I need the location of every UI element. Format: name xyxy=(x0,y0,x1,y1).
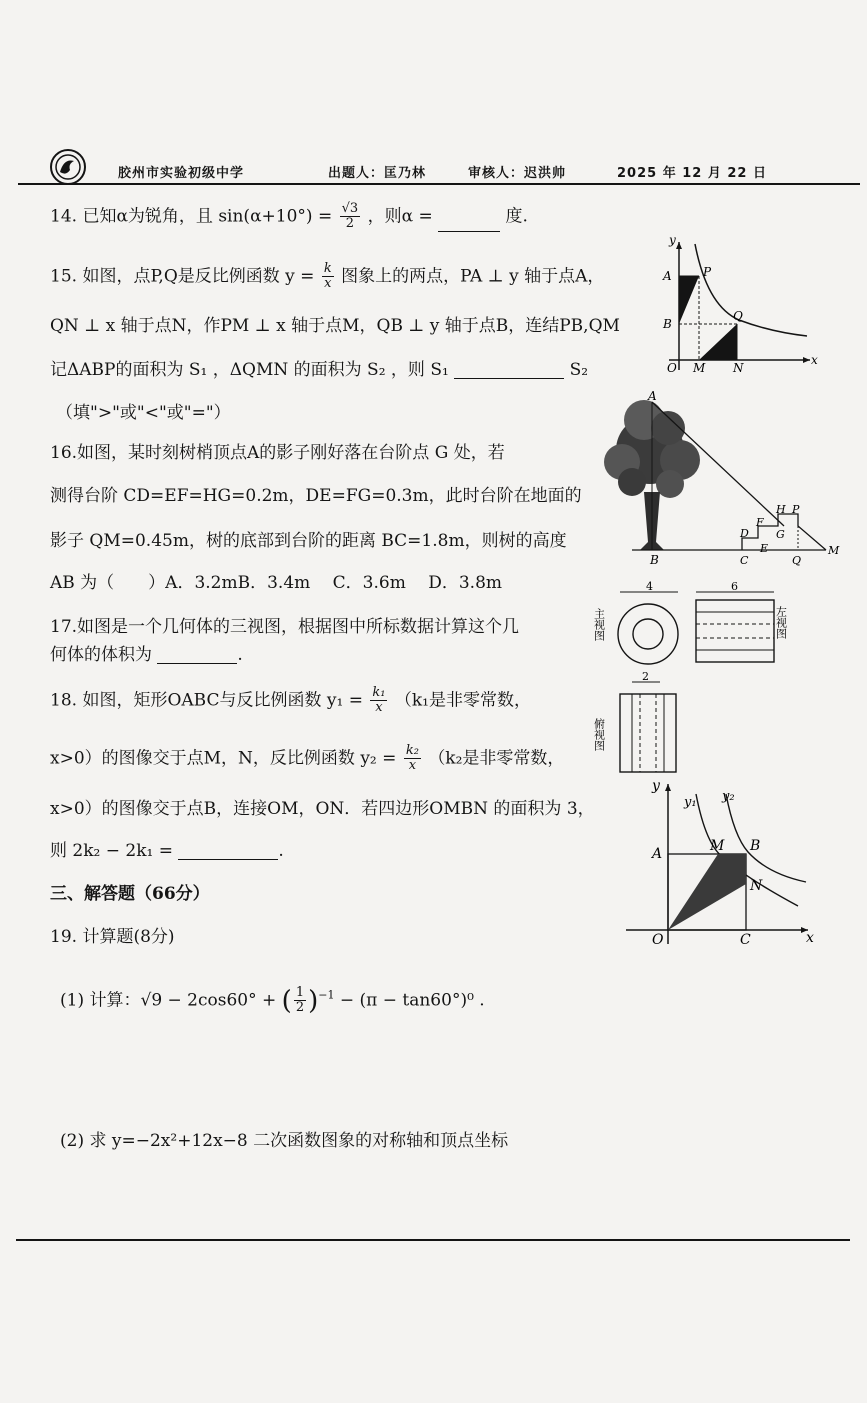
figure-q17-three-views xyxy=(592,578,806,778)
fig16-label-p: P xyxy=(792,503,800,516)
fig16-label-f: F xyxy=(756,516,764,529)
fig15-label-b: B xyxy=(663,317,672,331)
question-18-line-1: 18. 如图，矩形OABC与反比例函数 y₁ = $\frac{\text{k₁}}{x}$ （k₁是非零常数， xyxy=(50,685,531,716)
question-16-line-3: 影子 QM=0.45m，树的底部到台阶的距离 BC=1.8m，则树的高度 xyxy=(50,531,567,551)
header-reviewer: 审核人：迟洪帅 xyxy=(468,166,567,181)
question-18-line-4: 则 2k₂ − 2k₁ = . xyxy=(50,841,284,861)
fig15-label-p: P xyxy=(703,265,712,279)
question-16-line-2: 测得台阶 CD=EF=HG=0.2m，DE=FG=0.3m，此时台阶在地面的 xyxy=(50,486,582,506)
header-rule xyxy=(18,183,860,185)
fig18-label-y1: y₁ xyxy=(684,795,697,810)
footer-rule xyxy=(16,1239,850,1241)
fig15-label-y: y xyxy=(669,233,676,247)
question-16-line-4: AB 为（ ）A．3.2mB．3.4m C．3.6m D．3.8m xyxy=(50,573,503,593)
question-15-line-3: 记ΔABP的面积为 S₁ ，ΔQMN 的面积为 S₂ ，则 S₁ S₂ xyxy=(50,360,589,380)
fig15-label-n: N xyxy=(733,361,744,375)
fig18-label-y2: y₂ xyxy=(722,789,735,804)
question-17-line-1: 17.如图是一个几何体的三视图，根据图中所标数据计算这个几 xyxy=(50,617,520,637)
fig15-triangle-abp xyxy=(679,276,699,324)
fig17-top-label: 俯视图 xyxy=(592,718,606,751)
fig15-triangle-qmn xyxy=(699,324,737,360)
figure-q18 xyxy=(622,776,820,948)
fig16-label-b: B xyxy=(650,553,659,567)
question-18-line-3: x>0）的图像交于点B，连接OM，ON．若四边形OMBN 的面积为 3， xyxy=(50,799,595,819)
fig15-label-m: M xyxy=(693,361,706,375)
answer-blank-14[interactable] xyxy=(438,231,500,232)
section-3-heading: 三、解答题（66分） xyxy=(50,884,210,904)
fig18-quad-ombn xyxy=(668,854,746,930)
fig17-front-outer xyxy=(618,604,678,664)
fig18-label-m: M xyxy=(710,838,725,854)
question-15-line-1: 15. 如图，点P,Q是反比例函数 y = $\frac{k}{x}$ 图象上的两点，PA ⊥ y 轴于点A， xyxy=(50,261,605,292)
header-author: 出题人：匡乃林 xyxy=(328,166,427,181)
header-date: 2025 年 12 月 22 日 xyxy=(617,166,767,181)
fig18-label-y: y xyxy=(652,778,660,794)
fig18-label-a: A xyxy=(652,846,663,862)
fig18-label-n: N xyxy=(750,878,763,894)
question-16-line-1: 16.如图，某时刻树梢顶点A的影子刚好落在台阶点 G 处，若 xyxy=(50,443,505,463)
fig16-label-g: G xyxy=(776,528,785,541)
fig17-dim-front: 4 xyxy=(646,580,653,593)
fig17-left-label: 左视图 xyxy=(774,606,788,639)
fig15-label-x: x xyxy=(811,353,818,367)
question-15-line-2: QN ⊥ x 轴于点N，作PM ⊥ x 轴于点M，QB ⊥ y 轴于点B，连结PB,QM xyxy=(50,316,620,336)
fig18-label-x: x xyxy=(806,930,814,946)
fig17-top-rect xyxy=(620,694,676,772)
question-14: 14. 已知α为锐角，且 sin(α+10°) = $\frac{√3}{2}$ ，则α = 度. xyxy=(50,201,528,232)
answer-blank-15[interactable] xyxy=(454,378,564,379)
question-18-line-2: x>0）的图像交于点M，N，反比例函数 y₂ = $\frac{\text{k₂}}{x}$ （k₂是非零常数， xyxy=(50,743,565,774)
question-19-part-1: (1) 计算：√9 − 2cos60° + ( $\frac{1}{2}$ )$^{-1}$ − (π − tan60°)⁰ . xyxy=(60,985,485,1016)
fig16-label-d: D xyxy=(740,527,749,540)
fig15-label-o: O xyxy=(667,361,677,375)
answer-blank-18[interactable] xyxy=(178,859,278,860)
fig16-label-m: M xyxy=(828,544,840,557)
fig16-label-c: C xyxy=(740,554,749,567)
fig17-left-rect xyxy=(696,600,774,662)
fig16-label-h: H xyxy=(776,503,786,516)
question-19-part-2: (2) 求 y=−2x²+12x−8 二次函数图象的对称轴和顶点坐标 xyxy=(60,1131,509,1151)
question-19-title: 19. 计算题(8分) xyxy=(50,927,175,947)
question-17-line-2: 何体的体积为 . xyxy=(50,645,243,665)
fig17-front-inner xyxy=(633,619,663,649)
answer-blank-17[interactable] xyxy=(157,663,237,664)
figure-q15 xyxy=(655,232,820,377)
fig15-hyperbola xyxy=(695,244,807,336)
fig16-label-a: A xyxy=(648,389,657,403)
figure-q16 xyxy=(602,389,848,570)
fig17-dim-left: 6 xyxy=(731,580,738,593)
fig15-label-q: Q xyxy=(733,309,743,323)
fig17-dim-top: 2 xyxy=(642,670,649,683)
fig15-label-a: A xyxy=(663,269,672,283)
fig18-label-b: B xyxy=(750,838,761,854)
fig16-label-q: Q xyxy=(792,554,802,567)
header-school: 胶州市实验初级中学 xyxy=(118,166,245,181)
fig18-label-o: O xyxy=(652,932,664,948)
question-15-line-4: （填">"或"<"或"="） xyxy=(56,403,231,423)
school-logo xyxy=(48,148,88,186)
fig16-label-e: E xyxy=(760,542,769,555)
fig17-front-label: 主视图 xyxy=(592,608,606,641)
fig18-label-c: C xyxy=(740,932,751,948)
